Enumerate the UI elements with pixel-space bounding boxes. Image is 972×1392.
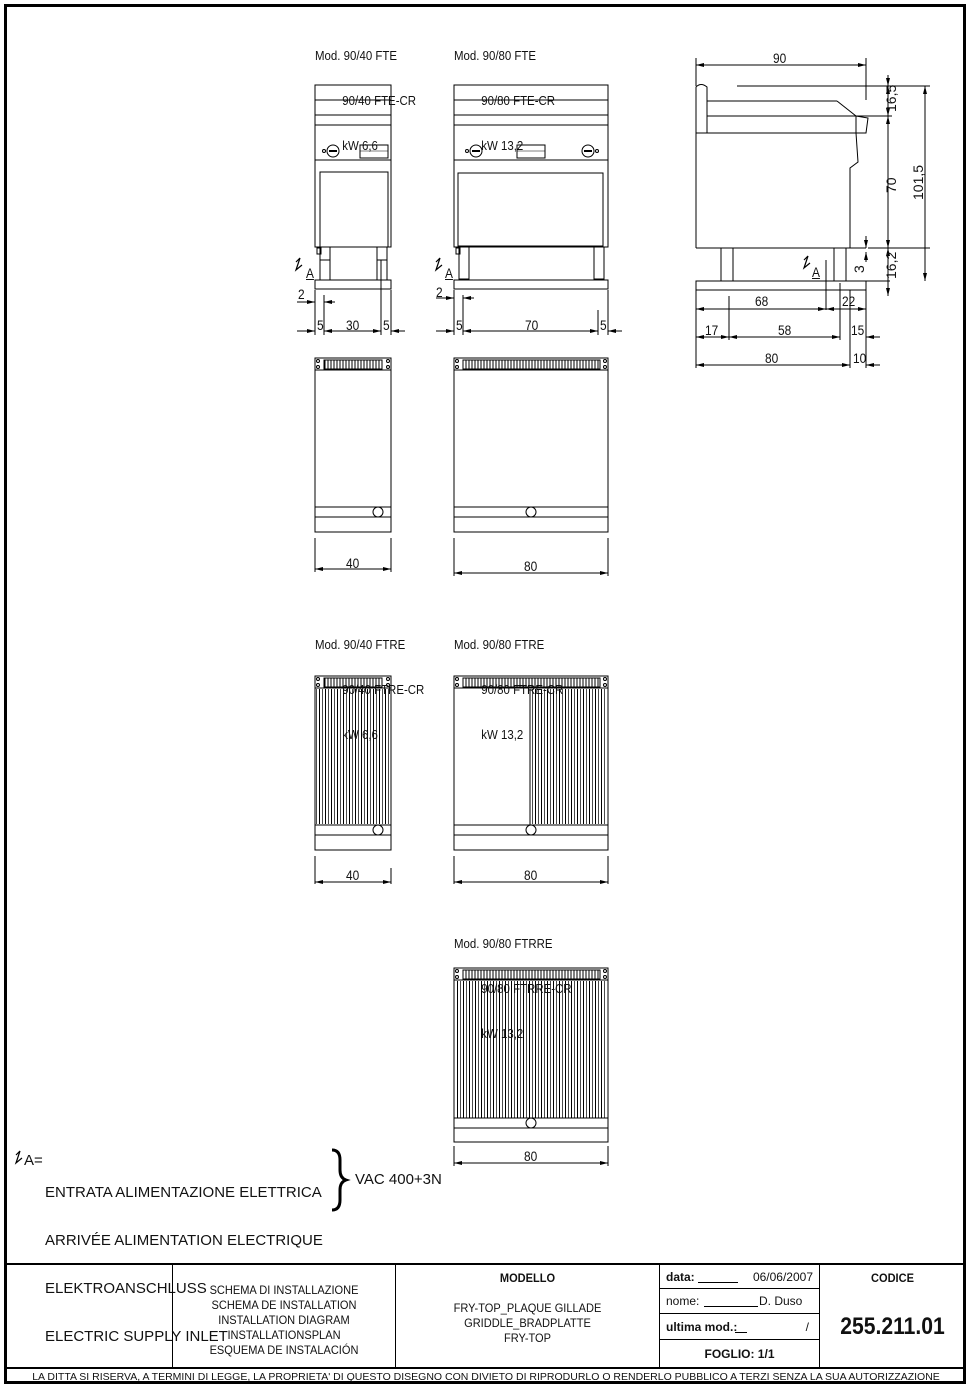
data-row: [660, 1265, 819, 1289]
dim-depth-top: 90: [773, 50, 787, 66]
dim-right: 5: [600, 317, 607, 333]
model-power: kW 13,2: [481, 1026, 524, 1041]
nome-value: D. Duso: [759, 1294, 803, 1308]
schema-line: INSTALLATION DIAGRAM: [218, 1313, 350, 1327]
model-label-fte-80: [454, 18, 555, 168]
schema-titles: [182, 1283, 386, 1358]
dim-width: 40: [346, 867, 360, 883]
copyright-footer: LA DITTA SI RISERVA, A TERMINI DI LEGGE, LA PROPRIETA' DI QUESTO DISEGNO CON DIVIETO DI RIPRODURLO O RENDERLO PUBBLICO A TERZI SENZA LA SUA AUTORIZZAZIONE: [7, 1367, 965, 1386]
model-label-fte-40: [315, 18, 416, 168]
inlet-label: A: [306, 265, 314, 281]
data-label: data:: [666, 1270, 695, 1284]
dim-width: 80: [524, 1148, 538, 1164]
underline: [704, 1306, 758, 1307]
dim-left: 5: [456, 317, 463, 333]
modello-names: [407, 1301, 649, 1346]
modello-line: GRIDDLE_BRADPLATTE: [464, 1316, 591, 1330]
model-power: kW 6,6: [342, 138, 378, 153]
legend-voltage: VAC 400+3N: [355, 1171, 442, 1188]
modello-header: MODELLO: [499, 1271, 556, 1285]
ultima-mod-value: /: [805, 1320, 809, 1334]
title-block-logo-cell: [7, 1265, 173, 1369]
model-variant: 90/80 FTRRE-CR: [481, 981, 572, 996]
model-variant: 90/40 FTE-CR: [342, 93, 417, 108]
top-view-fte-40: [315, 358, 391, 572]
model-variant: 90/80 FTE-CR: [481, 93, 556, 108]
dim-17: 17: [705, 322, 719, 338]
top-view-fte-80: [454, 358, 608, 576]
title-block: [7, 1263, 965, 1369]
modello-line: FRY-TOP_PLAQUE GILLADE: [453, 1301, 602, 1315]
legend-line: ENTRATA ALIMENTAZIONE ELETTRICA: [45, 1184, 322, 1201]
title-block-schema-cell: [173, 1265, 396, 1369]
dim-height-top: 16,5: [883, 84, 899, 112]
dim-15: 15: [851, 322, 865, 338]
title-block-model-cell: [396, 1265, 660, 1369]
legend-prefix: A=: [24, 1152, 43, 1169]
dim-22: 22: [842, 293, 856, 309]
schema-line: ESQUEMA DE INSTALACIÓN: [209, 1343, 359, 1357]
dim-width: 80: [524, 867, 538, 883]
foglio: FOGLIO: 1/1: [704, 1347, 775, 1361]
dim-center: 70: [525, 317, 539, 333]
title-block-code-cell: [820, 1265, 965, 1369]
model-power: kW 6,6: [342, 727, 378, 742]
dim-height-body: 70: [883, 177, 899, 193]
dim-width: 40: [346, 555, 360, 571]
model-name: Mod. 90/80 FTE: [454, 48, 537, 63]
data-value: 06/06/2007: [752, 1270, 813, 1284]
dim-68: 68: [755, 293, 769, 309]
nome-row: [660, 1289, 819, 1314]
schema-line: INSTALLATIONSPLAN: [227, 1328, 341, 1342]
legend-line: ELEKTROANSCHLUSS: [45, 1280, 207, 1297]
ultima-mod-label: ultima mod.:: [666, 1320, 738, 1334]
model-variant: 90/80 FTRE-CR: [481, 682, 564, 697]
dim-width: 80: [524, 558, 538, 574]
model-power: kW 13,2: [481, 138, 524, 153]
model-variant: 90/40 FTRE-CR: [342, 682, 425, 697]
modello-line: FRY-TOP: [503, 1331, 552, 1345]
title-block-meta-cell: [660, 1265, 820, 1369]
legend-brace: [332, 1150, 346, 1210]
model-name: Mod. 90/40 FTRE: [315, 637, 406, 652]
ultima-mod-row: [660, 1314, 819, 1340]
dim-10: 10: [853, 350, 867, 366]
codice-header: CODICE: [871, 1271, 914, 1285]
model-label-ftre-80: [454, 607, 563, 757]
schema-line: SCHEMA DI INSTALLAZIONE: [209, 1283, 359, 1297]
dim-left: 5: [317, 317, 324, 333]
dim-offset: 2: [298, 286, 305, 302]
dim-right: 5: [383, 317, 390, 333]
model-name: Mod. 90/80 FTRE: [454, 637, 545, 652]
inlet-label: A: [445, 265, 453, 281]
schema-line: SCHEMA DE INSTALLATION: [211, 1298, 357, 1312]
underline: [735, 1332, 747, 1333]
model-power: kW 13,2: [481, 727, 524, 742]
codice-value: 255.211.01: [840, 1313, 945, 1340]
legend-line: ELECTRIC SUPPLY INLET: [45, 1328, 228, 1345]
model-label-ftrre-80: [454, 906, 572, 1056]
inlet-label: A: [812, 264, 820, 280]
nome-label: nome:: [666, 1294, 700, 1308]
dim-58: 58: [778, 322, 792, 338]
dim-inlet-height: 3: [851, 265, 867, 273]
model-label-ftre-40: [315, 607, 424, 757]
model-name: Mod. 90/40 FTE: [315, 48, 398, 63]
dim-height-total: 101,5: [910, 164, 926, 200]
dim-center: 30: [346, 317, 360, 333]
dim-80: 80: [765, 350, 779, 366]
model-name: Mod. 90/80 FTRRE: [454, 936, 553, 951]
legend-line: ARRIVÉE ALIMENTATION ELECTRIQUE: [45, 1232, 323, 1249]
underline: [698, 1282, 738, 1283]
dim-height-legs: 16,2: [883, 251, 899, 279]
dim-offset: 2: [436, 284, 443, 300]
